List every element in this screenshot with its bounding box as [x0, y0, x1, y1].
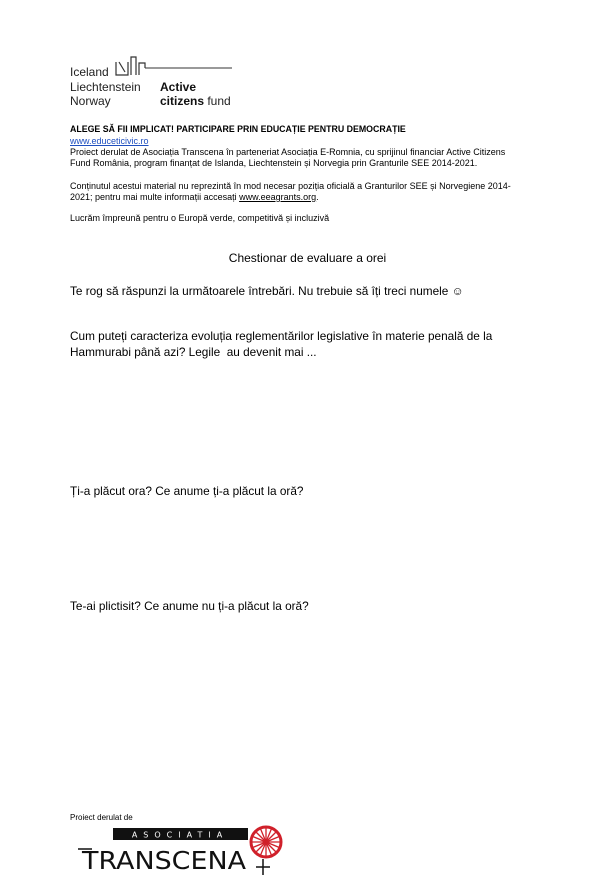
project-description-line: Fund România, program finanțat de Islanda, Liechtenstein și Norvegia prin Granturile SEE 2014-2021. [70, 158, 478, 168]
footer-label: Proiect derulat de [70, 813, 133, 822]
questionnaire-intro: Te rog să răspunzi la următoarele întrebări. Nu trebuie să îți treci numele ☺ [70, 284, 464, 298]
disclaimer-line: Conținutul acestui material nu reprezintă în mod necesar poziția oficială a Granturilor SEE și Norvegiene 2014- [70, 181, 511, 191]
project-website-row [70, 136, 149, 147]
eeagrants-link[interactable]: www.eeagrants.org [239, 192, 317, 202]
question-line: Cum puteți caracteriza evoluția reglementărilor legislative în materie penală de la [70, 329, 493, 343]
logo-text-asociatia: ASOCIATIA [131, 830, 229, 840]
transcena-logo [78, 823, 293, 879]
logo-text-transcena: TRANSCENA [80, 846, 246, 875]
country-liechtenstein: Liechtenstein [70, 80, 141, 94]
project-website-link[interactable]: www.educeticivic.ro [70, 136, 149, 146]
project-description-line: Proiect derulat de Asociația Transcena în parteneriat Asociația E-Romnia, cu sprijinul financiar Active Citizens [70, 147, 506, 157]
question-line: Hammurabi până azi? Legile au devenit mai ... [70, 345, 317, 359]
project-motto: Lucrăm împreună pentru o Europă verde, competitivă și incluzivă [70, 213, 330, 223]
question-line: Te-ai plictisit? Ce anume nu ți-a plăcut la oră? [70, 599, 309, 613]
brand-citizens-fund [160, 94, 231, 108]
disclaimer-prefix: 2021; pentru mai multe informații accesați [70, 192, 240, 202]
eea-grants-logo-icon [114, 54, 234, 78]
country-iceland: Iceland [70, 65, 109, 79]
question-line: Ți-a plăcut ora? Ce anume ți-a plăcut la oră? [70, 484, 304, 498]
roma-wheel-icon [251, 827, 281, 875]
questionnaire-title: Chestionar de evaluare a orei [228, 251, 387, 265]
disclaimer-line [70, 192, 319, 203]
country-norway: Norway [70, 94, 111, 108]
brand-active: Active [160, 80, 197, 94]
project-title: ALEGE SĂ FII IMPLICAT! PARTICIPARE PRIN EDUCAȚIE PENTRU DEMOCRAȚIE [70, 124, 406, 134]
brand-citizens: citizens [160, 94, 205, 108]
disclaimer-suffix: . [316, 192, 319, 202]
brand-fund: fund [204, 94, 231, 108]
